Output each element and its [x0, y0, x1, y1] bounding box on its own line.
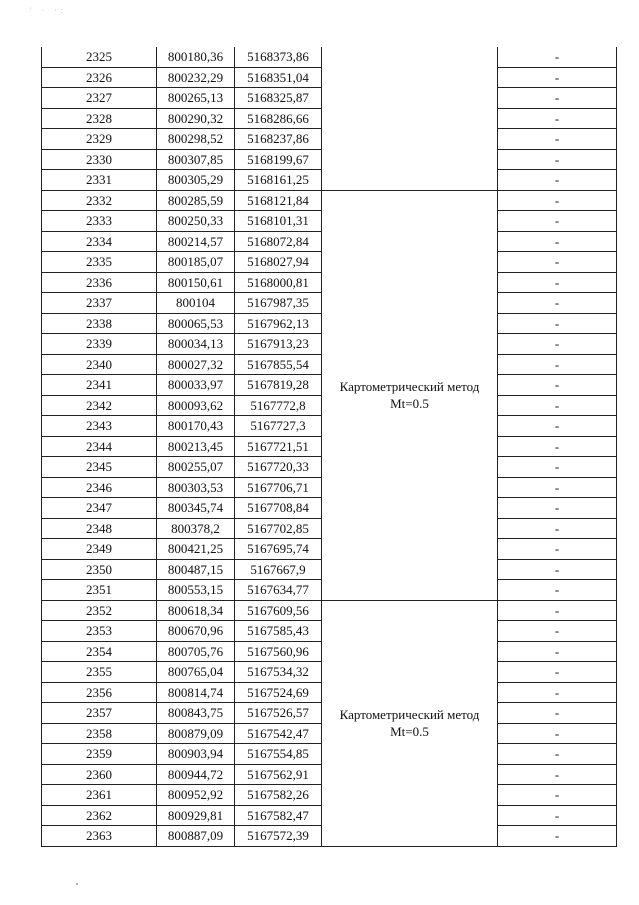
y-coordinate-cell: 5167819,28 — [235, 375, 322, 396]
remark-cell: - — [498, 682, 617, 703]
table-row — [42, 47, 617, 67]
y-coordinate-cell: 5167562,91 — [235, 764, 322, 785]
remark-cell: - — [498, 313, 617, 334]
x-coordinate-cell: 800303,53 — [157, 477, 235, 498]
y-coordinate-cell: 5168351,04 — [235, 67, 322, 88]
remark-cell: - — [498, 67, 617, 88]
y-coordinate-cell: 5167913,23 — [235, 334, 322, 355]
point-number-cell: 2336 — [42, 272, 157, 293]
remark-cell: - — [498, 621, 617, 642]
x-coordinate-cell: 800553,15 — [157, 580, 235, 601]
remark-cell: - — [498, 539, 617, 560]
point-number-cell: 2355 — [42, 662, 157, 683]
x-coordinate-cell: 800618,34 — [157, 600, 235, 621]
y-coordinate-cell: 5167987,35 — [235, 293, 322, 314]
x-coordinate-cell: 800104 — [157, 293, 235, 314]
method-accuracy: Mt=0.5 — [390, 724, 429, 739]
x-coordinate-cell: 800298,52 — [157, 129, 235, 150]
x-coordinate-cell: 800903,94 — [157, 744, 235, 765]
point-number-cell: 2341 — [42, 375, 157, 396]
y-coordinate-cell: 5168121,84 — [235, 190, 322, 211]
y-coordinate-cell: 5167962,13 — [235, 313, 322, 334]
remark-cell: - — [498, 477, 617, 498]
point-number-cell: 2357 — [42, 703, 157, 724]
y-coordinate-cell: 5167855,54 — [235, 354, 322, 375]
x-coordinate-cell: 800307,85 — [157, 149, 235, 170]
y-coordinate-cell: 5168325,87 — [235, 88, 322, 109]
scan-dot — [76, 883, 78, 885]
x-coordinate-cell: 800150,61 — [157, 272, 235, 293]
remark-cell: - — [498, 744, 617, 765]
point-number-cell: 2343 — [42, 416, 157, 437]
x-coordinate-cell: 800843,75 — [157, 703, 235, 724]
point-number-cell: 2359 — [42, 744, 157, 765]
x-coordinate-cell: 800670,96 — [157, 621, 235, 642]
point-number-cell: 2329 — [42, 129, 157, 150]
point-number-cell: 2345 — [42, 457, 157, 478]
remark-cell: - — [498, 231, 617, 252]
scan-marks: ' · ·: — [30, 6, 67, 15]
y-coordinate-cell: 5167582,47 — [235, 805, 322, 826]
y-coordinate-cell: 5168161,25 — [235, 170, 322, 191]
x-coordinate-cell: 800213,45 — [157, 436, 235, 457]
point-number-cell: 2349 — [42, 539, 157, 560]
y-coordinate-cell: 5167727,3 — [235, 416, 322, 437]
x-coordinate-cell: 800345,74 — [157, 498, 235, 519]
remark-cell: - — [498, 498, 617, 519]
x-coordinate-cell: 800952,92 — [157, 785, 235, 806]
x-coordinate-cell: 800027,32 — [157, 354, 235, 375]
point-number-cell: 2338 — [42, 313, 157, 334]
y-coordinate-cell: 5167609,56 — [235, 600, 322, 621]
x-coordinate-cell: 800879,09 — [157, 723, 235, 744]
remark-cell: - — [498, 641, 617, 662]
point-number-cell: 2333 — [42, 211, 157, 232]
point-number-cell: 2342 — [42, 395, 157, 416]
point-number-cell: 2325 — [42, 47, 157, 67]
y-coordinate-cell: 5168072,84 — [235, 231, 322, 252]
y-coordinate-cell: 5167560,96 — [235, 641, 322, 662]
point-number-cell: 2350 — [42, 559, 157, 580]
y-coordinate-cell: 5167542,47 — [235, 723, 322, 744]
y-coordinate-cell: 5167706,71 — [235, 477, 322, 498]
remark-cell: - — [498, 252, 617, 273]
remark-cell: - — [498, 764, 617, 785]
y-coordinate-cell: 5167721,51 — [235, 436, 322, 457]
remark-cell: - — [498, 662, 617, 683]
point-number-cell: 2339 — [42, 334, 157, 355]
x-coordinate-cell: 800250,33 — [157, 211, 235, 232]
method-cell — [322, 600, 498, 846]
x-coordinate-cell: 800765,04 — [157, 662, 235, 683]
remark-cell: - — [498, 703, 617, 724]
point-number-cell: 2353 — [42, 621, 157, 642]
x-coordinate-cell: 800255,07 — [157, 457, 235, 478]
point-number-cell: 2352 — [42, 600, 157, 621]
y-coordinate-cell: 5167534,32 — [235, 662, 322, 683]
x-coordinate-cell: 800214,57 — [157, 231, 235, 252]
y-coordinate-cell: 5167585,43 — [235, 621, 322, 642]
x-coordinate-cell: 800421,25 — [157, 539, 235, 560]
point-number-cell: 2334 — [42, 231, 157, 252]
point-number-cell: 2363 — [42, 826, 157, 847]
x-coordinate-cell: 800378,2 — [157, 518, 235, 539]
point-number-cell: 2331 — [42, 170, 157, 191]
x-coordinate-cell: 800887,09 — [157, 826, 235, 847]
remark-cell: - — [498, 129, 617, 150]
x-coordinate-cell: 800290,32 — [157, 108, 235, 129]
remark-cell: - — [498, 149, 617, 170]
remark-cell: - — [498, 395, 617, 416]
y-coordinate-cell: 5168000,81 — [235, 272, 322, 293]
coordinates-table — [41, 47, 617, 847]
x-coordinate-cell: 800814,74 — [157, 682, 235, 703]
y-coordinate-cell: 5168237,86 — [235, 129, 322, 150]
x-coordinate-cell: 800034,13 — [157, 334, 235, 355]
y-coordinate-cell: 5167572,39 — [235, 826, 322, 847]
remark-cell: - — [498, 190, 617, 211]
point-number-cell: 2358 — [42, 723, 157, 744]
y-coordinate-cell: 5167702,85 — [235, 518, 322, 539]
remark-cell: - — [498, 170, 617, 191]
point-number-cell: 2330 — [42, 149, 157, 170]
x-coordinate-cell: 800705,76 — [157, 641, 235, 662]
y-coordinate-cell: 5167554,85 — [235, 744, 322, 765]
y-coordinate-cell: 5168286,66 — [235, 108, 322, 129]
x-coordinate-cell: 800487,15 — [157, 559, 235, 580]
y-coordinate-cell: 5168027,94 — [235, 252, 322, 273]
point-number-cell: 2347 — [42, 498, 157, 519]
remark-cell: - — [498, 47, 617, 67]
method-cell — [322, 47, 498, 190]
remark-cell: - — [498, 785, 617, 806]
y-coordinate-cell: 5168199,67 — [235, 149, 322, 170]
y-coordinate-cell: 5167772,8 — [235, 395, 322, 416]
remark-cell: - — [498, 518, 617, 539]
y-coordinate-cell: 5167524,69 — [235, 682, 322, 703]
remark-cell: - — [498, 826, 617, 847]
remark-cell: - — [498, 600, 617, 621]
y-coordinate-cell: 5167720,33 — [235, 457, 322, 478]
point-number-cell: 2356 — [42, 682, 157, 703]
point-number-cell: 2326 — [42, 67, 157, 88]
y-coordinate-cell: 5167634,77 — [235, 580, 322, 601]
point-number-cell: 2344 — [42, 436, 157, 457]
coordinates-table-body — [42, 47, 617, 846]
x-coordinate-cell: 800033,97 — [157, 375, 235, 396]
y-coordinate-cell: 5167526,57 — [235, 703, 322, 724]
x-coordinate-cell: 800185,07 — [157, 252, 235, 273]
method-name: Картометрический метод — [339, 707, 480, 722]
table-row — [42, 600, 617, 621]
x-coordinate-cell: 800232,29 — [157, 67, 235, 88]
point-number-cell: 2351 — [42, 580, 157, 601]
remark-cell: - — [498, 293, 617, 314]
remark-cell: - — [498, 805, 617, 826]
y-coordinate-cell: 5168101,31 — [235, 211, 322, 232]
remark-cell: - — [498, 723, 617, 744]
x-coordinate-cell: 800305,29 — [157, 170, 235, 191]
point-number-cell: 2348 — [42, 518, 157, 539]
point-number-cell: 2335 — [42, 252, 157, 273]
remark-cell: - — [498, 436, 617, 457]
point-number-cell: 2346 — [42, 477, 157, 498]
y-coordinate-cell: 5167667,9 — [235, 559, 322, 580]
y-coordinate-cell: 5167708,84 — [235, 498, 322, 519]
point-number-cell: 2354 — [42, 641, 157, 662]
point-number-cell: 2362 — [42, 805, 157, 826]
method-name: Картометрический метод — [339, 379, 480, 394]
point-number-cell: 2327 — [42, 88, 157, 109]
remark-cell: - — [498, 375, 617, 396]
remark-cell: - — [498, 354, 617, 375]
y-coordinate-cell: 5168373,86 — [235, 47, 322, 67]
x-coordinate-cell: 800170,43 — [157, 416, 235, 437]
remark-cell: - — [498, 334, 617, 355]
x-coordinate-cell: 800065,53 — [157, 313, 235, 334]
point-number-cell: 2337 — [42, 293, 157, 314]
x-coordinate-cell: 800944,72 — [157, 764, 235, 785]
remark-cell: - — [498, 580, 617, 601]
y-coordinate-cell: 5167582,26 — [235, 785, 322, 806]
point-number-cell: 2360 — [42, 764, 157, 785]
method-cell — [322, 190, 498, 600]
remark-cell: - — [498, 211, 617, 232]
point-number-cell: 2328 — [42, 108, 157, 129]
remark-cell: - — [498, 108, 617, 129]
remark-cell: - — [498, 88, 617, 109]
method-accuracy: Mt=0.5 — [390, 396, 429, 411]
remark-cell: - — [498, 559, 617, 580]
x-coordinate-cell: 800093,62 — [157, 395, 235, 416]
remark-cell: - — [498, 416, 617, 437]
table-row — [42, 190, 617, 211]
x-coordinate-cell: 800285,59 — [157, 190, 235, 211]
remark-cell: - — [498, 272, 617, 293]
x-coordinate-cell: 800180,36 — [157, 47, 235, 67]
x-coordinate-cell: 800265,13 — [157, 88, 235, 109]
point-number-cell: 2361 — [42, 785, 157, 806]
remark-cell: - — [498, 457, 617, 478]
point-number-cell: 2340 — [42, 354, 157, 375]
point-number-cell: 2332 — [42, 190, 157, 211]
y-coordinate-cell: 5167695,74 — [235, 539, 322, 560]
x-coordinate-cell: 800929,81 — [157, 805, 235, 826]
